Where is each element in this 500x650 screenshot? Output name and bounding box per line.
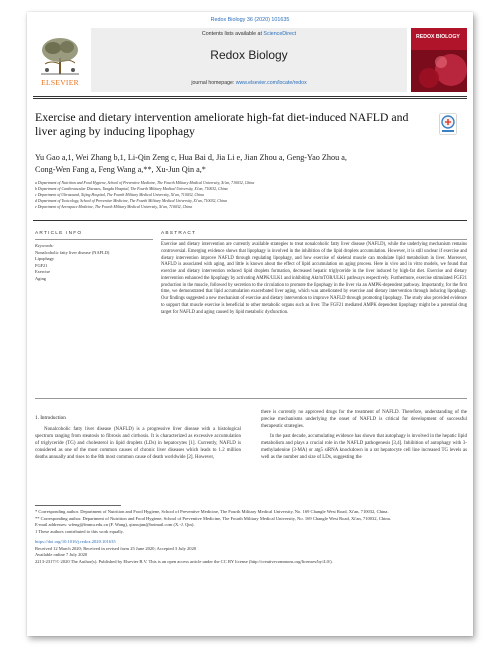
publisher-name: ELSEVIER <box>41 78 79 87</box>
homepage-prefix: journal homepage: <box>191 80 236 86</box>
author-list <box>35 152 455 176</box>
contents-line <box>91 31 407 37</box>
paper-page <box>27 12 473 636</box>
keyword-item: Exercise <box>35 269 51 274</box>
article-info-rule <box>35 239 153 240</box>
article-title: Exercise and dietary intervention ameliorate high-fat diet-induced NAFLD and liver aging by inducing lipophagy <box>35 110 409 138</box>
abstract-rule <box>161 239 467 240</box>
abstract-end-rule <box>35 398 467 399</box>
keyword-item: Nonalcoholic fatty liver disease (NAFLD) <box>35 249 110 255</box>
intro-paragraph: Nonalcoholic fatty liver disease (NAFLD) is a progressive liver disease with a histological spectrum ranging from steatosis to fibrosis and cirrhosis. It is characterized as excessive accumulation of triglyceride (TG) and cholesterol in lipid droplets (LDs) in hepatocytes [1]. Currently, NAFLD is considered as one of the most common causes of chronic liver diseases which leads to 1.2 million deaths annually and rises to the 8th most common cause of death worldwide [2]. However, <box>35 427 241 460</box>
equal-contribution-note: 1 These authors contributed to this work equally. <box>35 529 124 535</box>
keyword-item: FGF21 <box>35 262 48 268</box>
footnotes <box>35 509 467 566</box>
keyword-item: Lipophagy <box>35 256 55 261</box>
authors-line-2[interactable]: Cong-Wen Fang a, Feng Wang a,**, Xu-Jun Qin a,* <box>35 165 206 174</box>
section-heading-introduction: 1. Introduction <box>35 415 66 421</box>
article-info-heading: ARTICLE INFO <box>35 231 83 236</box>
intro-paragraph: In the past decade, accumulating evidence has shown that autophagy is involved in the hepatic lipid metabolism and plays a crucial role in the NAFLD pathogenesis [3,4]. Inhibition of autophagy with 3-methyladenine (3-MA) or atg5 siRNA knockdown in a rat hepatocyte cell line increased TG levels as well as the number and size of LDs, suggesting the <box>261 433 467 460</box>
affiliations <box>35 181 465 211</box>
keyword-item: Aging <box>35 275 46 281</box>
contents-prefix: Contents lists available at <box>201 31 264 37</box>
keywords-label: Keywords: <box>35 243 54 248</box>
affiliation-item: b Department of Cardiovascular Diseases, Tangdu Hospital, The Fourth Military Medical University, Xi'an, 710032, China <box>35 186 228 191</box>
doi-link[interactable]: https://doi.org/10.1016/j.redox.2020.101635 <box>35 538 116 544</box>
crossmark-icon[interactable] <box>439 113 457 135</box>
elsevier-tree-logo <box>33 34 87 78</box>
journal-cover-image <box>411 28 467 92</box>
corresponding-author-note: * Corresponding author. Department of Nutrition and Food Hygiene, School of Preventive Medicine, The Fourth Military Medical University, No. 169 Changle West Road, Xi'an, 710032, China. <box>35 509 389 514</box>
cover-title: REDOX BIOLOGY <box>416 34 460 40</box>
corresponding-author-note: ** Corresponding author. Department of Nutrition and Food Hygiene, School of Preventive Medicine, The Fourth Military Medical University, No. 169 Changle West Road, Xi'an, 710032, China. <box>35 515 391 521</box>
intro-left-column <box>35 427 241 462</box>
intro-paragraph: there is currently no approved drugs for the treatment of NAFLD. Therefore, understanding of the precise mechanisms underlying the onset of NAFLD is critical for development of successful therapeutic strategies. <box>261 410 467 429</box>
abstract-heading: ABSTRACT <box>161 231 197 236</box>
authors-line-1[interactable]: Yu Gao a,1, Wei Zhang b,1, Li-Qin Zeng c, Hua Bai d, Jia Li e, Jian Zhou a, Geng-Yao Zhou a, <box>35 153 347 162</box>
license-statement[interactable]: 2213-2317/© 2020 The Author(s). Published by Elsevier B.V. This is an open access article under the CC BY license (http://creativecommons.org/licenses/by/4.0/). <box>35 558 333 564</box>
journal-reference[interactable]: Redox Biology 36 (2020) 101635 <box>210 17 290 23</box>
sciencedirect-link[interactable]: ScienceDirect <box>263 31 297 37</box>
header-rule-2 <box>33 98 467 99</box>
header-rule <box>33 96 467 97</box>
journal-homepage <box>91 80 407 86</box>
journal-name: Redox Biology <box>210 48 288 62</box>
available-online: Available online 7 July 2020 <box>35 552 88 558</box>
section-divider <box>33 220 467 221</box>
affiliation-item: d Department of Toxicology, School of Preventive Medicine, The Fourth Military Medical University, Xi'an, 710032, China <box>35 198 227 203</box>
intro-right-column <box>261 410 467 462</box>
received-dates: Received 12 March 2020; Received in revised form 25 June 2020; Accepted 3 July 2020 <box>35 545 197 551</box>
keywords-block <box>35 243 153 282</box>
abstract-text: Exercise and dietary intervention are currently available strategies to treat nonalcoholic fatty liver disease (NAFLD), while the underlying mechanism remains controversial. Emerging evidence shows that lipophagy is involved in the inhibition of the lipid droplets accumulation. However, it is still unclear if exercise and dietary intervention improve NAFLD through regulating lipophagy, and how exercise of skeletal muscle can modulate lipid metabolism in liver. Moreover, NAFLD is associated with aging, and little is known about the effect of lipid accumulation on aging process. Here in vivo and in vitro models, we found that exercise and dietary intervention reduced lipid droplets formation, decreased hepatic triglyceride in the liver induced by high-fat diet. Exercise and dietary intervention enhanced the lipophagy by activating AMPK/ULK1 and inhibiting Akt/mTOR/ULK1 pathways respectively. Furthermore, exercise stimulated FGF21 production in the muscle, followed by secretion to the circulation to promote the lipophagy in the liver via an AMPK-dependent pathway. Importantly, for the first time, we demonstrated that lipid accumulation exacerbated liver aging, which was ameliorated by exercise and dietary intervention through inducing lipophagy. Our findings suggested a new mechanism of exercise and dietary intervention to improve NAFLD through promoting lipophagy. The study also provided evidence to support that muscle exercise is beneficial to other metabolic organs such as liver. The FGF21 mediated AMPK dependent lipophagy might be a potential drug target for NAFLD and aging caused by lipid metabolic dysfunction. <box>161 242 467 315</box>
affiliation-item: a Department of Nutrition and Food Hygiene, School of Preventive Medicine, The Fourth Military Medical University, Xi'an, 710032, China <box>35 181 255 185</box>
affiliation-item: e Department of Aerospace Medicine, The Fourth Military Medical University, Xi'an, 710032, China <box>35 204 193 209</box>
email-addresses[interactable]: E-mail addresses: wfeng@fmmu.edu.cn (F. Wang), qinxujun@hotmail.com (X.-J. Qin). <box>35 522 195 528</box>
footnote-rule <box>35 505 121 506</box>
affiliation-item: c Department of Ultrasound, Xijing Hospital, The Fourth Military Medical University, Xi'an, 710032, China <box>35 192 204 197</box>
homepage-link[interactable]: www.elsevier.com/locate/redox <box>235 80 307 86</box>
